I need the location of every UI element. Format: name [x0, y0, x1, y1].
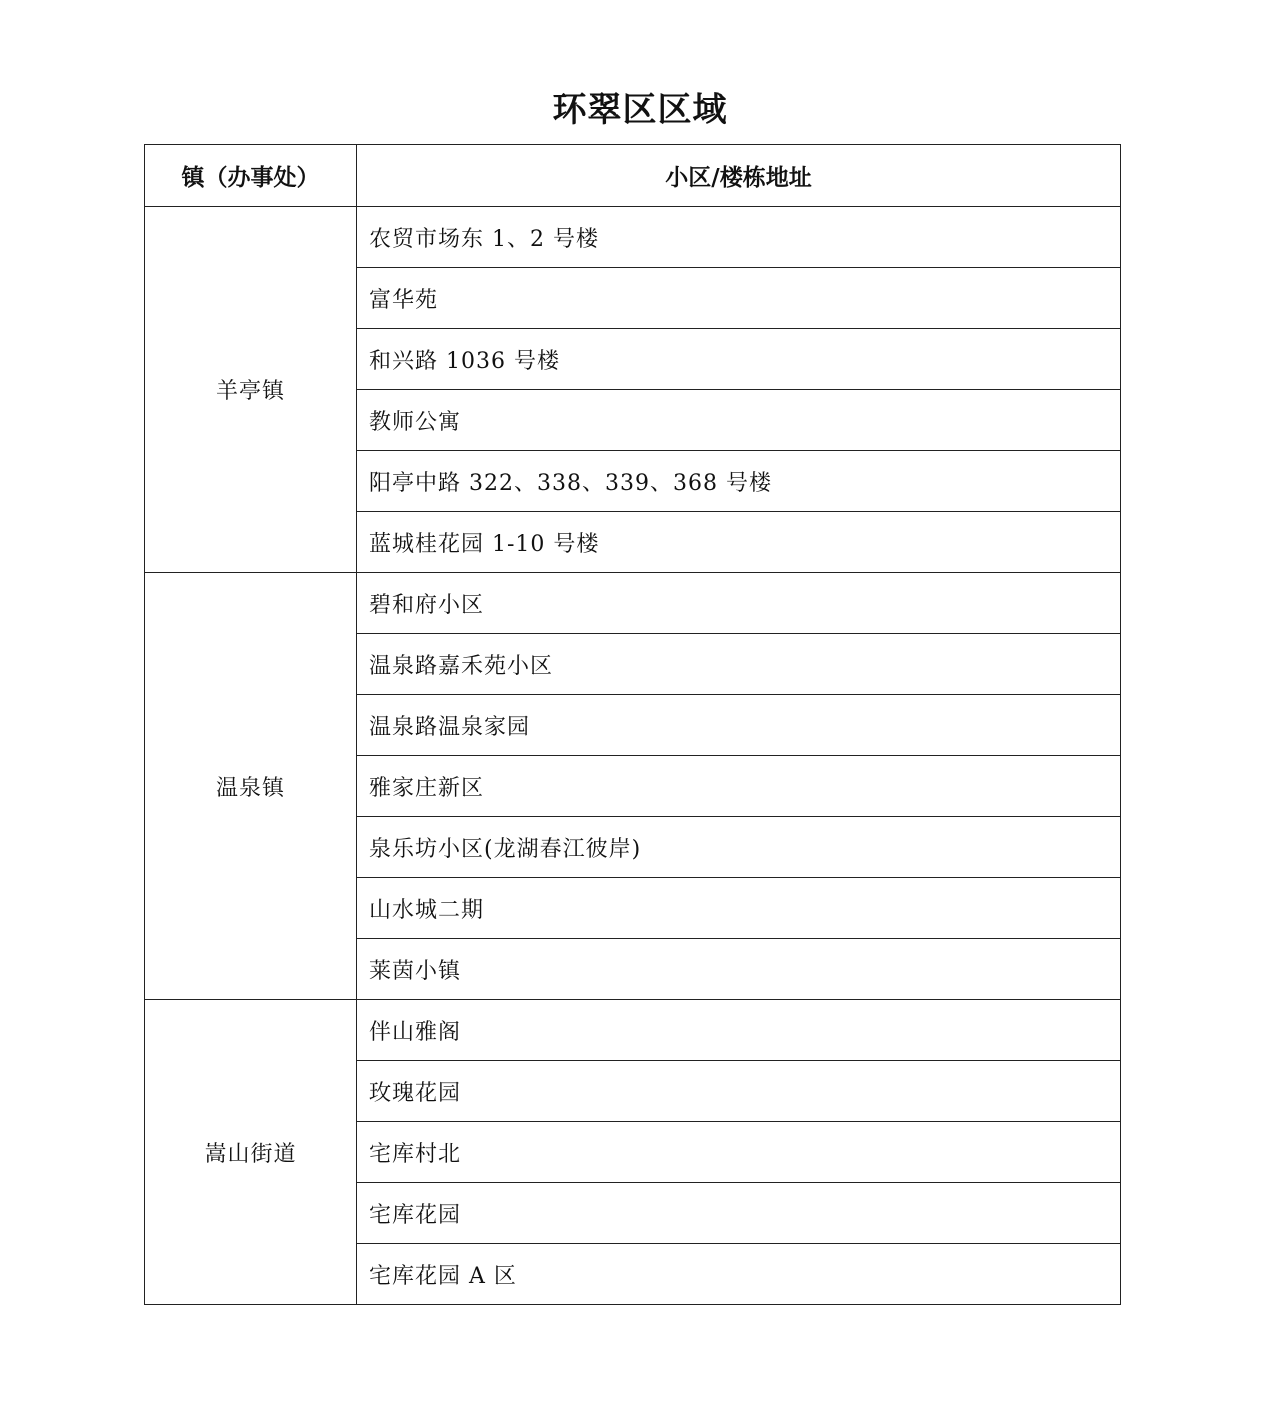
- table-row: [145, 207, 1121, 268]
- address-cell: 富华苑: [357, 268, 1121, 329]
- address-cell: 山水城二期: [357, 878, 1121, 939]
- address-cell: 教师公寓: [357, 390, 1121, 451]
- town-cell: 温泉镇: [145, 573, 357, 1000]
- header-row: [145, 145, 1121, 207]
- town-cell: 羊亭镇: [145, 207, 357, 573]
- table-row: [145, 573, 1121, 634]
- address-cell: 温泉路嘉禾苑小区: [357, 634, 1121, 695]
- address-cell: 宅库村北: [357, 1122, 1121, 1183]
- address-cell: 宅库花园 A 区: [357, 1244, 1121, 1305]
- town-cell: 嵩山街道: [145, 1000, 357, 1305]
- town-column-header: 镇（办事处）: [145, 145, 357, 207]
- table-row: [145, 1000, 1121, 1061]
- page-title: 环翠区区域: [552, 90, 728, 130]
- address-cell: 阳亭中路 322、338、339、368 号楼: [357, 451, 1121, 512]
- address-cell: 莱茵小镇: [357, 939, 1121, 1000]
- address-cell: 蓝城桂花园 1-10 号楼: [357, 512, 1121, 573]
- address-cell: 和兴路 1036 号楼: [357, 329, 1121, 390]
- address-column-header: 小区/楼栋地址: [357, 145, 1121, 207]
- region-table: [144, 144, 1121, 1305]
- address-cell: 农贸市场东 1、2 号楼: [357, 207, 1121, 268]
- address-cell: 宅库花园: [357, 1183, 1121, 1244]
- address-cell: 雅家庄新区: [357, 756, 1121, 817]
- address-cell: 碧和府小区: [357, 573, 1121, 634]
- address-cell: 玫瑰花园: [357, 1061, 1121, 1122]
- address-cell: 温泉路温泉家园: [357, 695, 1121, 756]
- address-cell: 泉乐坊小区(龙湖春江彼岸): [357, 817, 1121, 878]
- address-cell: 伴山雅阁: [357, 1000, 1121, 1061]
